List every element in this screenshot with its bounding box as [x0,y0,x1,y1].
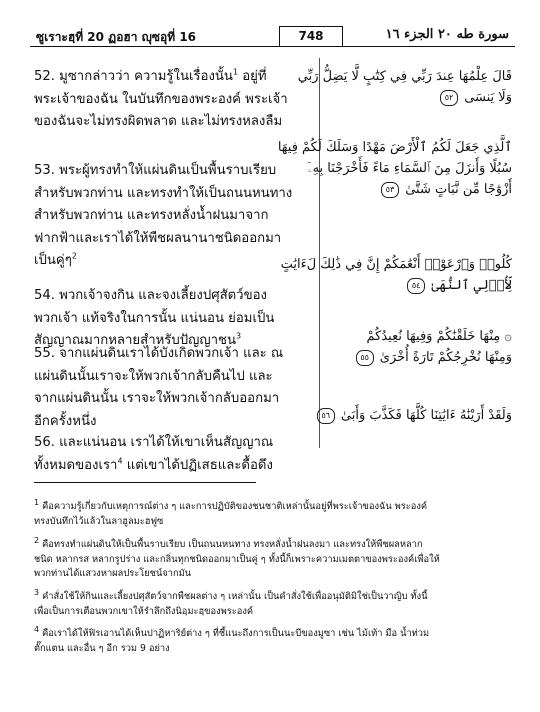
verse-53-arabic [277,137,512,200]
arabic-line: قَالَ عِلْمُهَا عِندَ رَبِّي فِي كِتَٰبٍ لَّا يَضِلُّ رَبِّي [297,69,512,84]
arabic-line [321,405,512,426]
arabic-line: ۞ مِنْهَا خَلَقْنَٰكُمْ وَفِيهَا نُعِيدُكُمْ [366,329,512,344]
verse-56-arabic [321,405,512,426]
arabic-line [326,87,512,108]
verse-53-thai [34,160,316,273]
arabic-line-text: لِّأُو۟لِي ٱلنُّهَىٰ [431,278,512,293]
arabic-line-text: وَلَقَدْ أَرَيْنَٰهُ ءَايَٰتِنَا كُلَّهَا فَكَذَّبَ وَأَبَىٰ [340,408,512,423]
verse-56-thai [34,432,316,477]
footnote-text: คือทรงทำแผ่นดินให้เป็นพื้นราบเรียบ เป็นถนนหนทาง ทรงหลั่งน้ำฝนลงมา และทรงให้พืชผลหลาก ชนิด หลากรส หลากรูปร่าง และกลิ่นทุกชนิดออกมาเป็นคู่ ๆ ทั้งนี้ก็เพราะความเมตตาของพระองค์เพื่อให้ พวกท่านได้แสวงหาผลประโยชน์จากมัน [34,539,440,580]
arabic-line-text: أَزْوَٰجًا مِّن نَّبَاتٍ شَتَّىٰ [405,182,512,197]
arabic-line: ٱلَّذِي جَعَلَ لَكُمُ ٱلْأَرْضَ مَهْدًا وَسَلَكَ لَكُمْ فِيهَا [277,140,512,155]
verse-text: 56. และแน่นอน เราได้ให้เขาเห็นสัญญาณ ทั้งหมดของเรา [34,435,274,473]
arabic-line-text: وَلَا يَنسَى [464,90,512,105]
column-divider [319,58,320,448]
arabic-line: كُلُوا۟ وَٱرْعَوْا۟ أَنْعَٰمَكُمْ إِنَّ فِي ذَٰلِكَ لَءَايَٰتٍ [280,257,512,272]
footnote-ref: 1 [232,67,239,77]
verse-52-thai [34,66,316,134]
ayah-number-marker: ٥٦ [317,408,335,424]
footnote-text: คำสั่งใช้ให้กินและเลี้ยงปศุสัตว์จากพืชผลต่าง ๆ เหล่านั้น เป็นคำสั่งใช้เพื่ออนุมัติมิใช่เป็นวาญิบ ทั้งนี้ เพื่อเป็นการเตือนพวกเขาให้รำลึกถึงนิอฺมะฮฺของพระองค์ [34,591,428,617]
header-rule [30,46,515,47]
verse-52-arabic [297,66,512,108]
footnote-number: 1 [34,497,40,507]
footnote-ref: 2 [71,251,77,261]
verse-text: 52. มูซากล่าวว่า ความรู้ในเรื่องนั้น [34,69,233,84]
footnote-rule [34,482,256,483]
footnote-number: 2 [34,535,40,545]
page-header [32,26,515,45]
verse-text-cont: อยู่ที่ พระเจ้าของฉัน ในบันทึกของพระองค์ พระเจ้า ของฉันจะไม่ทรงผิดพลาด และไม่ทรงหลงลืม [34,69,288,129]
footnote-text: คือความรู้เกี่ยวกับเหตุการณ์ต่าง ๆ และการปฏิบัติของชนชาติเหล่านั้นอยู่ที่พระเจ้าของฉัน พระองค์ ทรงบันทึกไว้แล้วในลาฮูลมะฮฟูซ [34,501,428,527]
footnote-ref: 3 [235,331,242,341]
footnote-2 [34,535,510,582]
arabic-line [326,347,512,368]
verse-54-arabic [280,254,512,296]
arabic-line [326,275,512,296]
footnote-1 [34,497,510,529]
footnote-ref: 4 [117,456,123,466]
arabic-line-text: وَمِنْهَا نُخْرِجُكُمْ تَارَةً أُخْرَىٰ [379,350,512,365]
ayah-number-marker: ٥٤ [407,278,425,294]
footnote-3 [34,587,510,619]
header-arabic-title: سورة طه ٢٠ الجزء ١٦ [385,27,509,42]
footnote-4 [34,624,510,656]
verse-text-cont: แต่เขาได้ปฏิเสธและดื้อดึง [122,457,273,473]
arabic-line [326,179,512,200]
page-number: 748 [279,26,343,47]
verse-text: 55. จากแผ่นดินเราได้บังเกิดพวกเจ้า และ ณ แผ่นดินนั้นเราจะให้พวกเจ้ากลับคืนไป และ จากแผ่นดินนั้น เราจะให้พวกเจ้ากลับออกมา อีกครั้งหนึ่ง [34,346,284,429]
ayah-number-marker: ٥٥ [356,350,374,366]
ayah-number-marker: ٥٣ [381,182,399,198]
ayah-number-marker: ٥٢ [440,90,458,106]
header-thai-title: ซูเราะฮฺที่ 20 ฏอฮา ญุซอุที่ 16 [36,30,197,44]
verse-55-arabic [326,326,512,368]
verse-text: 53. พระผู้ทรงทำให้แผ่นดินเป็นพื้นราบเรียบ สำหรับพวกท่าน และทรงทำให้เป็นถนนหนทาง สำหรับพวกท่าน และทรงหลั่งน้ำฝนมาจาก ฟากฟ้าและเราได้ให้พืชผลนานาชนิดออกมา เป็นคู่ๆ [34,163,293,268]
arabic-line: سُبُلًا وَأَنزَلَ مِنَ ٱلسَّمَاءِ مَاءً فَأَخْرَجْنَا بِهِۦٓ [307,161,512,176]
footnote-text: คือเราได้ให้ฟิรเอานได้เห็นปาฏิหาริย์ต่าง ๆ ที่ชี้แนะถึงการเป็นนะบีของมูซา เช่น ไม้เท้า มือ น้ำท่วม ตั๊กแตน และอื่น ๆ อีก รวม 9 อย่าง [34,628,430,654]
verse-text: 54. พวกเจ้าจงกิน และจงเลี้ยงปศุสัตว์ของ พวกเจ้า แท้จริงในการนั้น แน่นอน ย่อมเป็น สัญญาณมากหลายสำหรับปัญญาชน [34,288,275,348]
footnote-number: 4 [34,624,40,634]
verse-55-thai [34,343,316,433]
footnote-number: 3 [34,587,40,597]
